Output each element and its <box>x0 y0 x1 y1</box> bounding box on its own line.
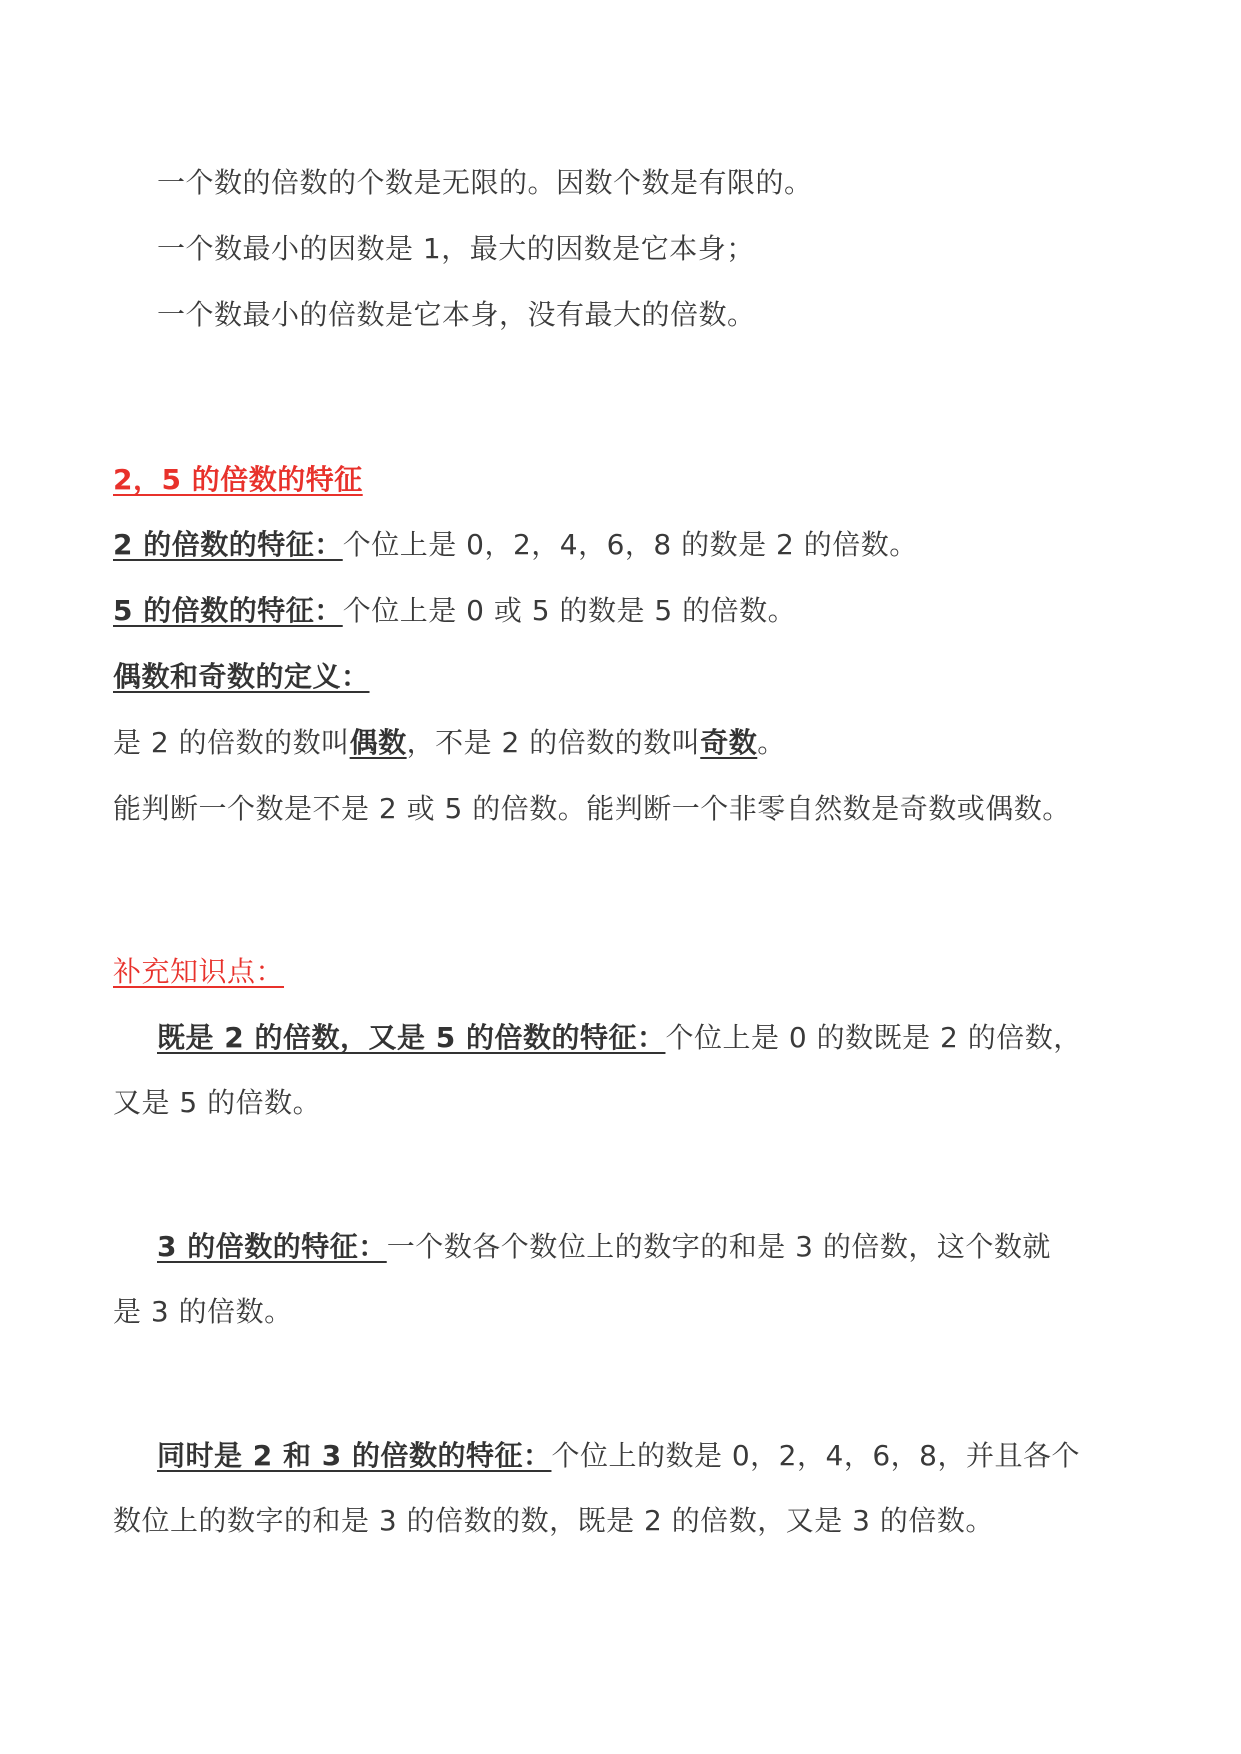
rule-text: 个位上的数是 0，2，4，6，8，并且各个 <box>551 1439 1080 1472</box>
rule-multiple-of-5 <box>113 591 796 631</box>
rule-both-2-and-5-continued: 又是 5 的倍数。 <box>113 1086 322 1119</box>
definition-label <box>113 657 370 697</box>
rule-both-2-and-3 <box>157 1436 1080 1476</box>
rule-text: 个位上是 0，2，4，6，8 的数是 2 的倍数。 <box>342 528 918 561</box>
definition-text: ，不是 2 的倍数的数叫 <box>406 726 701 759</box>
rule-label: 同时是 2 和 3 的倍数的特征： <box>157 1439 552 1472</box>
even-term: 偶数 <box>349 726 407 759</box>
section-heading-2-5-multiples <box>113 460 363 500</box>
definition-even-odd <box>113 723 786 763</box>
rule-multiple-of-3-continued: 是 3 的倍数。 <box>113 1295 293 1328</box>
rule-both-2-and-3-continued: 数位上的数字的和是 3 的倍数的数，既是 2 的倍数，又是 3 的倍数。 <box>113 1504 994 1537</box>
rule-text: 个位上是 0 的数既是 2 的倍数， <box>665 1021 1082 1054</box>
definition-text: 是 2 的倍数的数叫 <box>113 726 350 759</box>
rule-text: 一个数各个数位上的数字的和是 3 的倍数，这个数就 <box>386 1230 1051 1263</box>
paragraph-smallest-factor: 一个数最小的因数是 1，最大的因数是它本身； <box>157 232 755 265</box>
paragraph-smallest-multiple: 一个数最小的倍数是它本身，没有最大的倍数。 <box>157 298 756 331</box>
odd-term: 奇数 <box>700 726 758 759</box>
paragraph-multiples-count: 一个数的倍数的个数是无限的。因数个数是有限的。 <box>157 166 813 199</box>
rule-label: 3 的倍数的特征： <box>157 1230 387 1263</box>
rule-multiple-of-3 <box>157 1227 1051 1267</box>
rule-text: 个位上是 0 或 5 的数是 5 的倍数。 <box>342 594 797 627</box>
rule-both-2-and-5 <box>157 1018 1082 1058</box>
heading-text: 2，5 的倍数的特征 <box>113 463 363 496</box>
rule-label: 5 的倍数的特征： <box>113 594 343 627</box>
supplement-heading-text: 补充知识点： <box>113 955 285 988</box>
definition-text: 。 <box>757 726 786 759</box>
rule-multiple-of-2 <box>113 525 918 565</box>
supplement-heading <box>113 952 284 992</box>
rule-label: 2 的倍数的特征： <box>113 528 343 561</box>
paragraph-ability: 能判断一个数是不是 2 或 5 的倍数。能判断一个非零自然数是奇数或偶数。 <box>113 792 1071 825</box>
definition-label-text: 偶数和奇数的定义： <box>113 660 370 693</box>
rule-label: 既是 2 的倍数，又是 5 的倍数的特征： <box>157 1021 666 1054</box>
